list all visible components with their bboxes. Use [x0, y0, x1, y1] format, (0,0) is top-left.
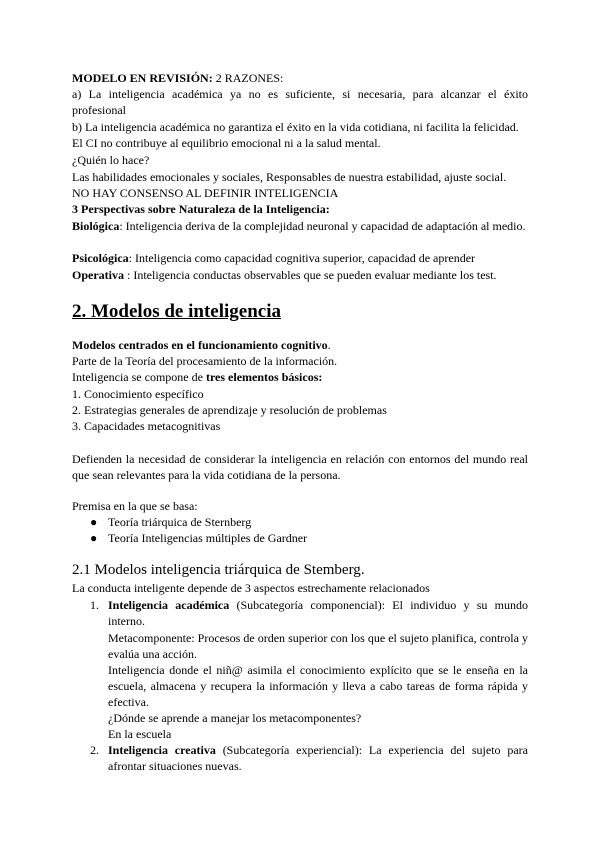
escuela-paragraph: Inteligencia donde el niñ@ asimila el conocimiento explícito que se le enseña en la escuela, almacena y recupera la información y lleva a cabo tareas de forma rápida y efectiva.	[108, 663, 528, 709]
metacomponente-paragraph: Metacomponente: Procesos de orden superior con los que el sujeto planifica, controla y evalúa una acción.	[108, 631, 528, 661]
premisa-line: Premisa en la que se basa:	[72, 499, 198, 513]
operativa-line	[72, 267, 528, 283]
bullet-icon: ●	[90, 515, 98, 529]
perspectivas-title	[72, 201, 528, 217]
perspectivas-title-text: 3 Perspectivas sobre Naturaleza de la Inteligencia:	[72, 202, 330, 216]
operativa-label: Operativa	[72, 268, 124, 282]
bullet-text: Teoría Inteligencias múltiples de Gardner	[108, 531, 308, 545]
bullet-text: Teoría triárquica de Sternberg	[108, 515, 252, 529]
reason-a: a) La inteligencia académica ya no es suficiente, si necesaria, para alcanzar el éxito profesional	[72, 87, 528, 117]
modelo-revision-label: MODELO EN REVISIÓN:	[72, 71, 213, 85]
elemento-1: 1. Conocimiento específico	[72, 387, 204, 401]
biologica-line	[72, 218, 528, 234]
section-2-1-heading	[72, 561, 365, 580]
inteligencia-academica-label: Inteligencia académica	[108, 598, 230, 612]
psicologica-text: : Inteligencia como capacidad cognitiva superior, capacidad de aprender	[128, 251, 476, 265]
biologica-label: Biológica	[72, 219, 120, 233]
reason-b: b) La inteligencia académica no garantiza el éxito en la vida cotidiana, ni facilita la felicidad.	[72, 120, 519, 134]
parte-line: Parte de la Teoría del procesamiento de la información.	[72, 354, 338, 368]
defienden-paragraph: Defienden la necesidad de considerar la inteligencia en relación con entornos del mundo real que sean relevantes para la vida cotidiana de la persona.	[72, 452, 528, 482]
metacomponentes-question: ¿Dónde se aprende a manejar los metacomponentes?	[108, 711, 362, 725]
section-2-heading: 2. Modelos de inteligencia	[72, 301, 281, 322]
psicologica-line	[72, 250, 528, 266]
inteligencia-creativa-item	[108, 742, 528, 774]
consenso-line: NO HAY CONSENSO AL DEFINIR INTELIGENCIA	[72, 186, 339, 200]
bullet-item	[90, 514, 251, 530]
metacomponentes-answer: En la escuela	[108, 727, 172, 741]
operativa-text: : Inteligencia conductas observables que se pueden evaluar mediante los test.	[124, 268, 497, 282]
inteligencia-academica-text: (Subcategoría componencial): El individuo y su mundo interno.	[108, 598, 528, 628]
list-number-2: 2.	[90, 743, 99, 757]
modelo-revision-line	[72, 70, 528, 86]
modelos-centrados-label: Modelos centrados en el funcionamiento cognitivo	[72, 338, 328, 352]
compone-pre: Inteligencia se compone de	[72, 370, 206, 384]
section-2-1-heading-dot: .	[360, 562, 365, 578]
elemento-2: 2. Estrategias generales de aprendizaje y resolución de problemas	[72, 403, 387, 417]
bullet-item	[90, 530, 307, 546]
section-2-1-heading-text: 2.1 Modelos inteligencia triárquica de Stemberg	[72, 562, 361, 578]
inteligencia-creativa-label: Inteligencia creativa	[108, 743, 216, 757]
ci-line: El CI no contribuye al equilibrio emocional ni a la salud mental.	[72, 136, 381, 150]
conducta-intro: La conducta inteligente depende de 3 aspectos estrechamente relacionados	[72, 581, 430, 595]
biologica-text: : Inteligencia deriva de la complejidad neuronal y capacidad de adaptación al medio.	[119, 219, 526, 233]
modelo-revision-rest: 2 RAZONES:	[212, 71, 284, 85]
compone-bold: tres elementos básicos:	[205, 370, 323, 384]
list-number-1: 1.	[90, 598, 99, 612]
inteligencia-academica-item	[108, 597, 528, 629]
modelos-centrados-line	[72, 337, 528, 353]
compone-line	[72, 369, 528, 385]
habilidades-line: Las habilidades emocionales y sociales, Responsables de nuestra estabilidad, ajuste social.	[72, 170, 507, 184]
elemento-3: 3. Capacidades metacognitivas	[72, 419, 221, 433]
question-line: ¿Quién lo hace?	[72, 153, 150, 167]
bullet-icon: ●	[90, 531, 98, 545]
inteligencia-creativa-text: (Subcategoría experiencial): La experiencia del sujeto para afrontar situaciones nuevas.	[108, 743, 528, 773]
modelos-centrados-dot: .	[327, 338, 331, 352]
psicologica-label: Psicológica	[72, 251, 129, 265]
